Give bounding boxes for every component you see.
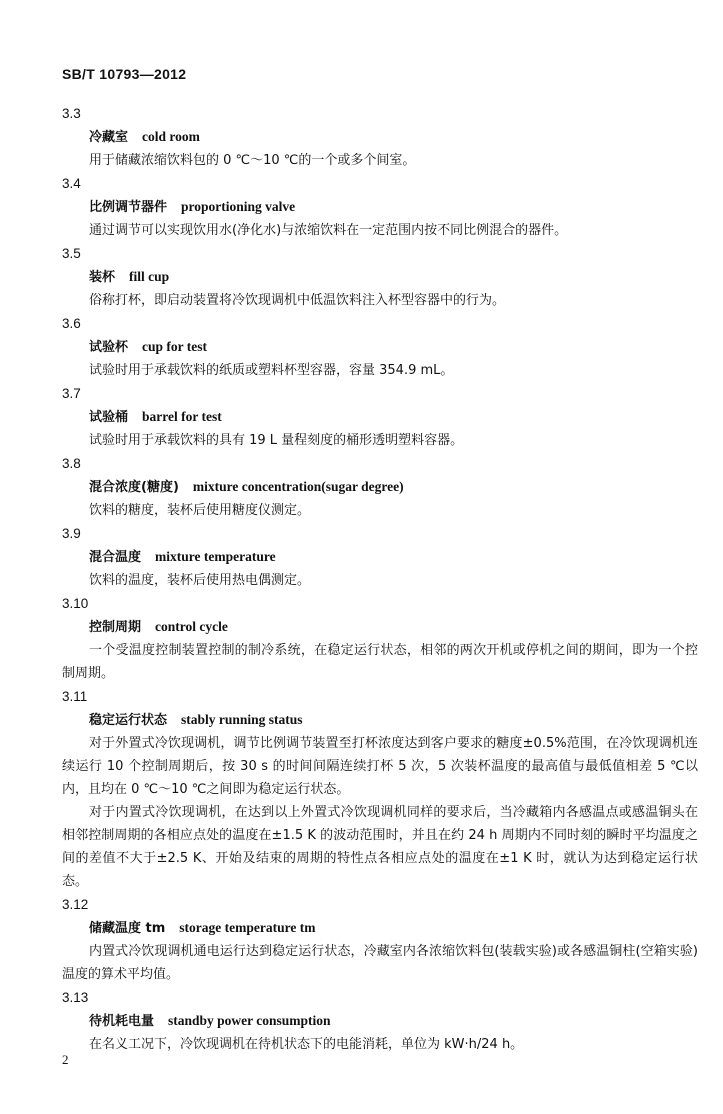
definition-text: 用于储藏浓缩饮料包的 0 ℃～10 ℃的一个或多个间室。: [89, 153, 416, 168]
definition-entry: [62, 592, 698, 685]
term-heading: [62, 405, 698, 429]
clause-number: 3.10: [62, 596, 89, 611]
term-chinese: 稳定运行状态: [89, 713, 168, 728]
term-chinese: 装杯: [89, 270, 116, 285]
definition-text: 对于内置式冷饮现调机，在达到以上外置式冷饮现调机同样的要求后，当冷藏箱内各感温点或感温铜头在相邻控制周期的各相应点处的温度在±1.5 K 的波动范围时，并且在约 24 h 周期内不同时刻的瞬时平均温度之间的差值不大于±2.5 K、开始及结束的周期的特性点各相应点处的温度在±1 K 时，就认为达到稳定运行状态。: [62, 805, 698, 889]
term-heading: [62, 545, 698, 569]
term-heading: [62, 335, 698, 359]
clause-number: 3.5: [62, 246, 81, 261]
term-english: barrel for test: [142, 409, 222, 424]
term-english: proportioning valve: [181, 199, 296, 214]
term-english: stably running status: [181, 712, 303, 727]
term-heading: [62, 916, 698, 940]
term-heading: [62, 475, 698, 499]
term-chinese: 储藏温度 tm: [89, 921, 166, 936]
definition-text: 饮料的温度，装杯后使用热电偶测定。: [89, 573, 311, 588]
term-heading: [62, 195, 698, 219]
definition-entry: [62, 172, 698, 242]
term-english: fill cup: [129, 269, 170, 284]
clause-number: 3.13: [62, 990, 89, 1005]
term-english: storage temperature tm: [179, 920, 316, 935]
definition-entry: [62, 452, 698, 522]
term-chinese: 混合温度: [89, 550, 142, 565]
term-english: standby power consumption: [168, 1013, 331, 1028]
definition-entry: [62, 893, 698, 986]
term-english: mixture temperature: [155, 549, 276, 564]
clause-number: 3.4: [62, 176, 81, 191]
definition-entry: [62, 685, 698, 893]
term-heading: [62, 125, 698, 149]
clause-number: 3.11: [62, 689, 88, 704]
term-english: mixture concentration(sugar degree): [192, 479, 404, 494]
term-chinese: 混合浓度(糖度): [89, 480, 179, 495]
definition-text: 对于外置式冷饮现调机，调节比例调节装置至打杯浓度达到客户要求的糖度±0.5%范围，在冷饮现调机连续运行 10 个控制周期后，按 30 s 的时间间隔连续打杯 5 次，5 次装杯温度的最高值与最低值相差 5 ℃以内，且均在 0 ℃～10 ℃之间即为稳定运行状态。: [62, 736, 698, 797]
definition-text: 饮料的糖度，装杯后使用糖度仪测定。: [89, 503, 311, 518]
term-heading: [62, 1009, 698, 1033]
definition-entry: [62, 242, 698, 312]
page-number: 2: [62, 1052, 69, 1067]
definition-text: 在名义工况下，冷饮现调机在待机状态下的电能消耗，单位为 kW·h/24 h。: [89, 1037, 524, 1052]
definition-entry: [62, 382, 698, 452]
term-heading: [62, 708, 698, 732]
term-chinese: 比例调节器件: [89, 200, 168, 215]
term-english: cold room: [142, 129, 200, 144]
definitions-list: [62, 102, 698, 1056]
definition-entry: [62, 102, 698, 172]
clause-number: 3.12: [62, 897, 89, 912]
definition-text: 通过调节可以实现饮用水(净化水)与浓缩饮料在一定范围内按不同比例混合的器件。: [89, 223, 568, 238]
definition-text: 内置式冷饮现调机通电运行达到稳定运行状态，冷藏室内各浓缩饮料包(装载实验)或各感温铜柱(空箱实验)温度的算术平均值。: [62, 944, 698, 982]
term-english: control cycle: [155, 619, 228, 634]
clause-number: 3.9: [62, 526, 81, 541]
definition-entry: [62, 312, 698, 382]
term-chinese: 冷藏室: [89, 130, 129, 145]
clause-number: 3.8: [62, 456, 81, 471]
clause-number: 3.6: [62, 316, 81, 331]
term-chinese: 控制周期: [89, 620, 142, 635]
term-chinese: 待机耗电量: [89, 1014, 155, 1029]
clause-number: 3.3: [62, 106, 81, 121]
clause-number: 3.7: [62, 386, 81, 401]
term-chinese: 试验杯: [89, 340, 129, 355]
term-heading: [62, 615, 698, 639]
definition-text: 一个受温度控制装置控制的制冷系统，在稳定运行状态，相邻的两次开机或停机之间的期间，即为一个控制周期。: [62, 643, 698, 681]
standard-id-header: SB/T 10793—2012: [62, 66, 187, 82]
definition-text: 俗称打杯，即启动装置将冷饮现调机中低温饮料注入杯型容器中的行为。: [89, 293, 506, 308]
definition-entry: [62, 986, 698, 1056]
term-heading: [62, 265, 698, 289]
term-chinese: 试验桶: [89, 410, 129, 425]
definition-text: 试验时用于承载饮料的纸质或塑料杯型容器，容量 354.9 mL。: [89, 363, 454, 378]
definition-entry: [62, 522, 698, 592]
term-english: cup for test: [142, 339, 208, 354]
definition-text: 试验时用于承载饮料的具有 19 L 量程刻度的桶形透明塑料容器。: [89, 433, 464, 448]
